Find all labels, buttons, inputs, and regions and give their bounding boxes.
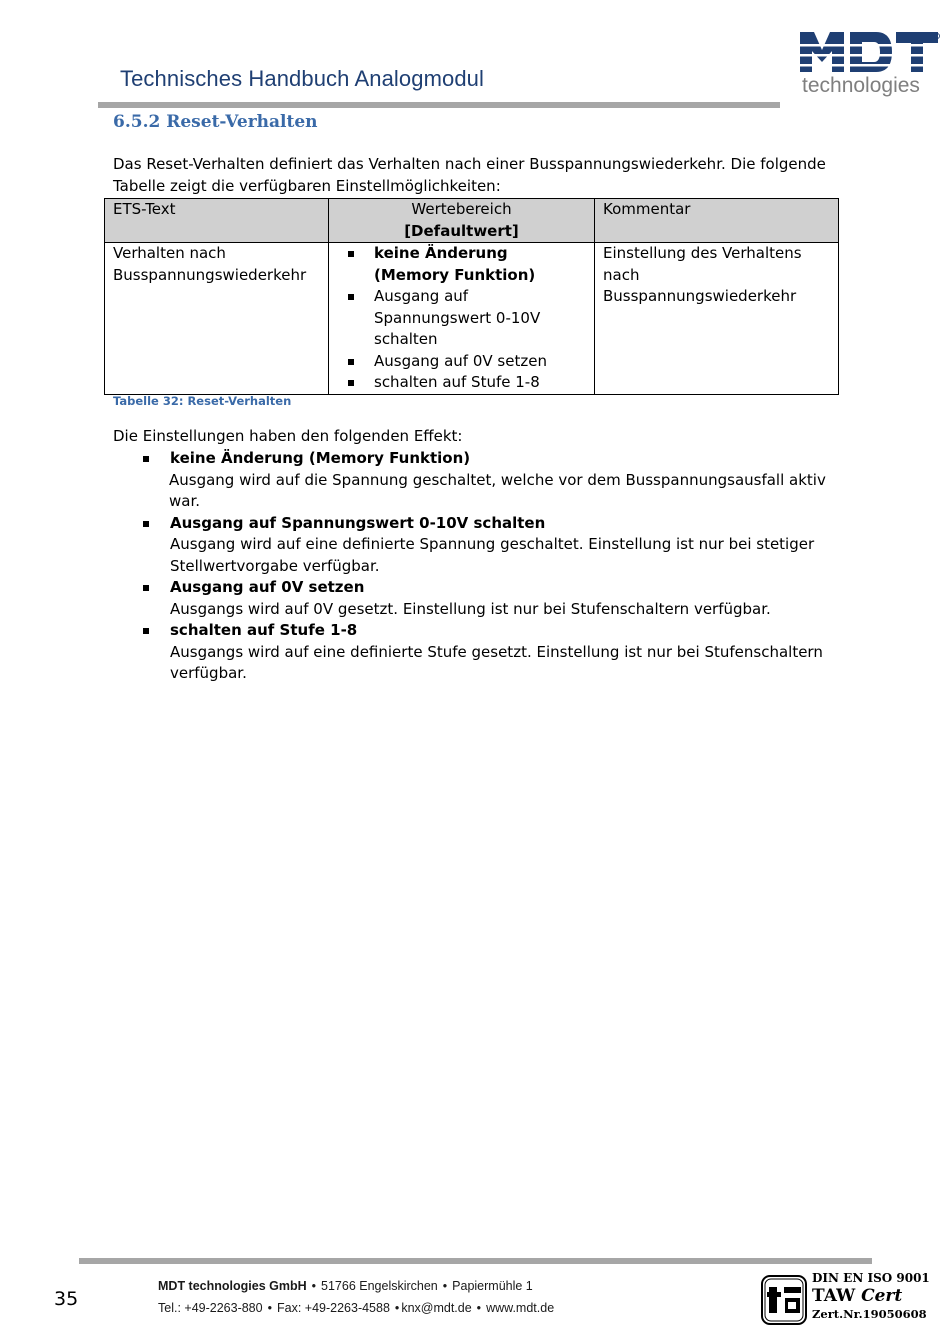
option-list — [337, 243, 586, 394]
table-caption: Tabelle 32: Reset-Verhalten — [113, 394, 292, 408]
cell-options — [329, 243, 595, 395]
table-header-row — [105, 199, 839, 243]
cert-number: Zert.Nr.19050608 — [812, 1307, 927, 1321]
header-range — [329, 199, 595, 243]
section-heading: 6.5.2 Reset-Verhalten — [113, 112, 318, 132]
effect-description: Ausgang wird auf eine definierte Spannung geschaltet. Einstellung ist nur bei stetiger Stellwertvorgabe verfügbar. — [170, 535, 815, 575]
certification-icon — [761, 1275, 807, 1325]
effect-description: Ausgangs wird auf eine definierte Stufe gesetzt. Einstellung ist nur bei Stufenschaltern verfügbar. — [170, 642, 823, 682]
list-item — [170, 620, 833, 685]
logo-wordmark: technologies — [802, 74, 920, 97]
effect-title: Ausgang auf Spannungswert 0-10V schalten — [170, 513, 546, 532]
cell-ets-text: Verhalten nach Busspannungswiederkehr — [105, 243, 329, 395]
header-comment: Kommentar — [595, 199, 839, 243]
option-item-default: keine Änderung (Memory Funktion) — [374, 243, 586, 286]
document-title: Technisches Handbuch Analogmodul — [120, 66, 484, 91]
table-row — [105, 243, 839, 395]
effect-title: Ausgang auf 0V setzen — [170, 578, 365, 596]
footer-divider — [79, 1258, 872, 1264]
option-item: Ausgang auf Spannungswert 0-10V schalten — [374, 286, 586, 351]
effect-title: schalten auf Stufe 1-8 — [170, 621, 358, 639]
effect-description: Ausgang wird auf die Spannung geschaltet, welche vor dem Busspannungsausfall aktiv war. — [169, 470, 826, 510]
footer-city: 51766 Engelskirchen — [321, 1279, 438, 1293]
footer-web[interactable]: www.mdt.de — [486, 1301, 555, 1315]
list-item — [170, 513, 833, 578]
option-item: Ausgang auf 0V setzen — [374, 351, 586, 373]
footer-fax: Fax: +49-2263-4588 — [276, 1301, 390, 1315]
list-item — [170, 448, 833, 513]
header-divider — [98, 102, 780, 108]
header-default-label: [Defaultwert] — [404, 221, 519, 240]
effect-title: keine Änderung (Memory Funktion) — [170, 449, 471, 467]
footer-address: MDT technologies GmbH • 51766 Engelskirchen • Papiermühle 1 — [158, 1279, 533, 1293]
cell-comment: Einstellung des Verhaltens nach Busspannungswiederkehr — [595, 243, 839, 395]
intro-paragraph: Das Reset-Verhalten definiert das Verhalten nach einer Busspannungswiederkehr. Die folgende Tabelle zeigt die verfügbaren Einstellmöglichkeiten: — [113, 155, 826, 195]
header-range-label: Wertebereich — [411, 200, 512, 218]
parameter-table — [104, 198, 839, 395]
effects-intro: Die Einstellungen haben den folgenden Effekt: — [113, 427, 463, 445]
effects-list — [113, 448, 833, 685]
footer-contact: Tel.: +49-2263-880 • Fax: +49-2263-4588 • knx@mdt.de • www.mdt.de — [158, 1301, 555, 1315]
certification-text — [812, 1271, 930, 1321]
option-item: schalten auf Stufe 1-8 — [374, 372, 586, 394]
footer-street: Papiermühle 1 — [452, 1279, 533, 1293]
footer-email[interactable]: knx@mdt.de — [401, 1301, 472, 1315]
footer-phone: Tel.: +49-2263-880 — [158, 1301, 263, 1315]
cert-iso: DIN EN ISO 9001 — [812, 1271, 930, 1285]
cert-taw: TAW Cert — [812, 1286, 903, 1306]
header-ets-text: ETS-Text — [105, 199, 329, 243]
page-number: 35 — [54, 1288, 79, 1310]
list-item — [170, 577, 833, 620]
effect-description: Ausgangs wird auf 0V gesetzt. Einstellung ist nur bei Stufenschaltern verfügbar. — [170, 599, 771, 618]
footer-company: MDT technologies GmbH — [158, 1279, 307, 1293]
